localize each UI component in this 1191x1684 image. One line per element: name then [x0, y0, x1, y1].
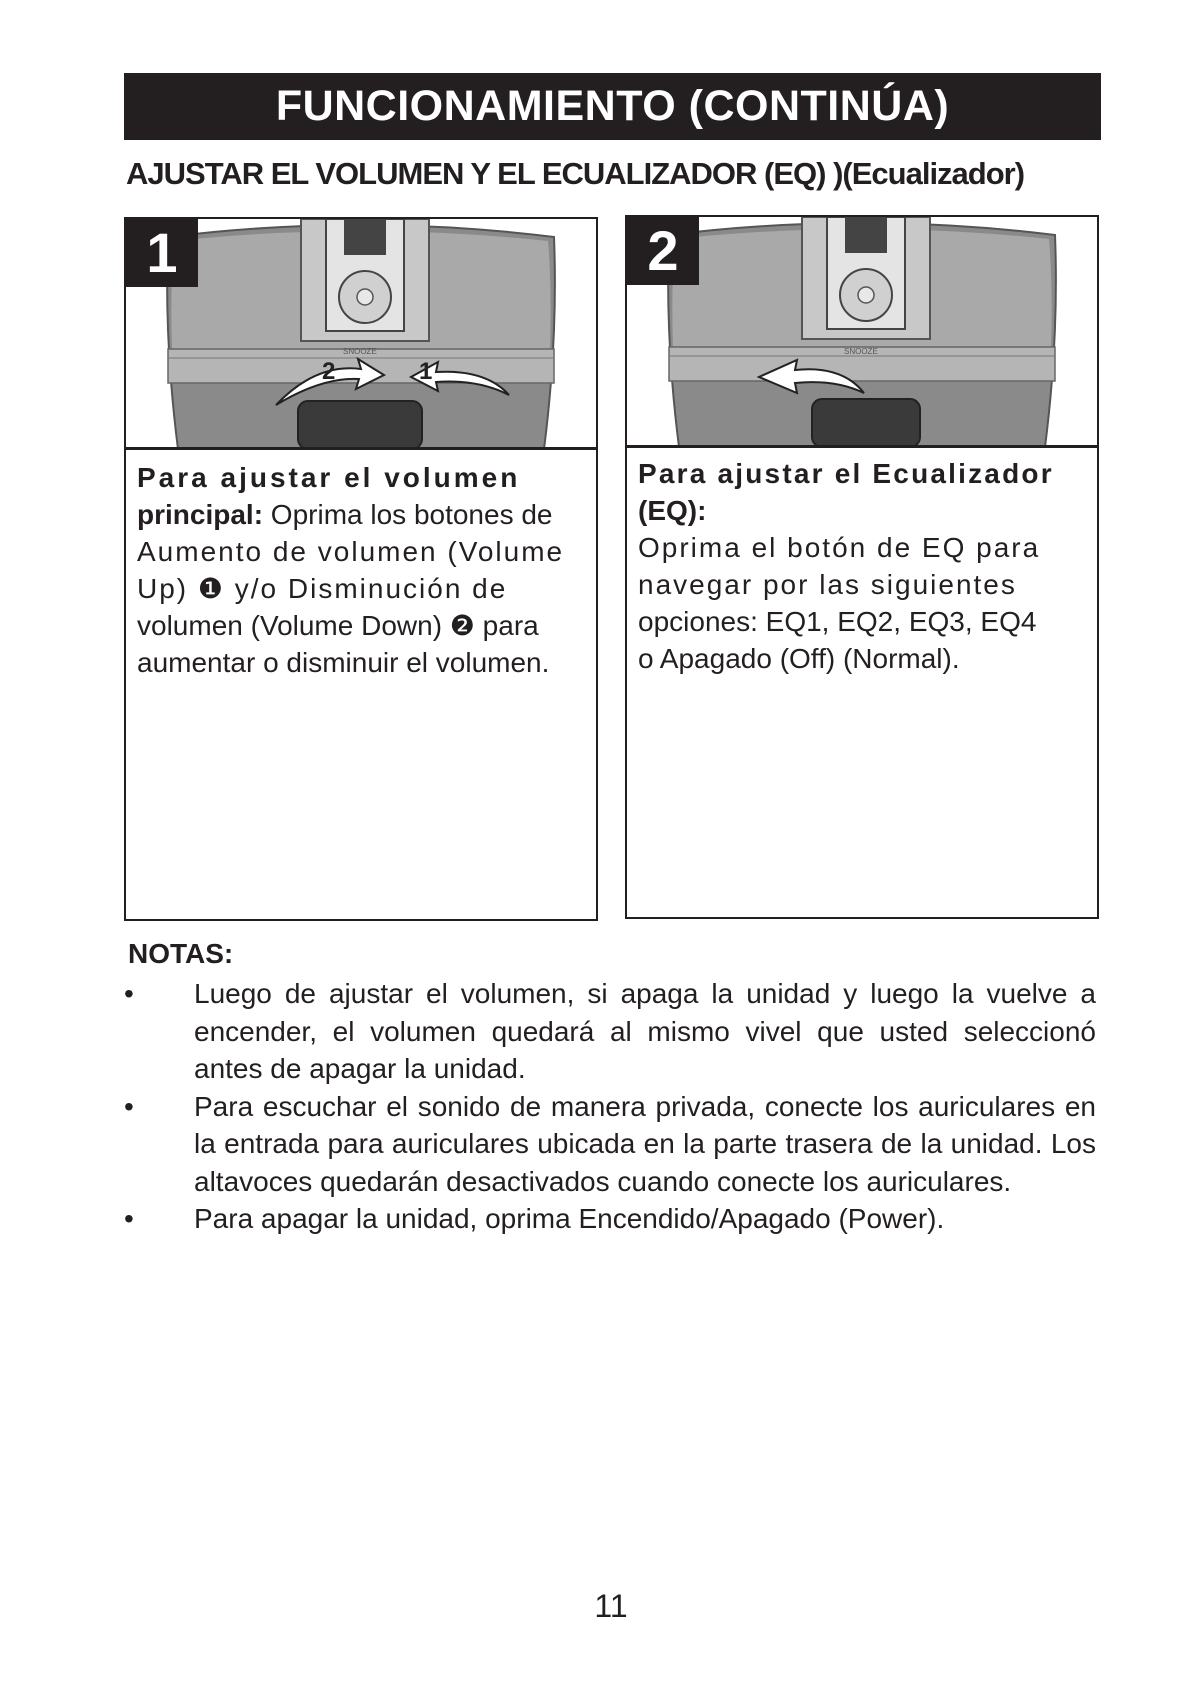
note-text: Para escuchar el sonido de manera privada, conecte los auriculares en la entrada para auriculares ubicada en la parte trasera de la unidad. Los altavoces quedarán desactivados cuando conecte los auriculares. [194, 1090, 1096, 1197]
bullet-icon: • [124, 1203, 134, 1234]
notes-title: NOTAS: [128, 938, 234, 969]
step-2-instructions [638, 455, 1090, 677]
step-2-heading: Para ajustar el Ecualizador [638, 458, 1054, 489]
bullet-icon: • [124, 978, 134, 1009]
note-item [124, 1088, 1096, 1201]
step-2-line-2: navegar por las siguientes [638, 569, 1017, 600]
panel-divider [627, 445, 1097, 448]
step-panel-1 [124, 217, 598, 921]
section-banner: FUNCIONAMIENTO (CONTINÚA) [124, 73, 1101, 140]
note-text: Luego de ajustar el volumen, si apaga la unidad y luego la vuelve a encender, el volumen quedará al mismo vivel que usted seleccionó antes de apagar la unidad. [194, 978, 1096, 1084]
section-subtitle: AJUSTAR EL VOLUMEN Y EL ECUALIZADOR (EQ) )(Ecualizador) [126, 156, 1025, 191]
step-number-2: 2 [627, 217, 699, 285]
notes-list [124, 975, 1096, 1238]
note-text: Para apagar la unidad, oprima Encendido/Apagado (Power). [194, 1203, 945, 1234]
step-1-line-2: Aumento de volumen (Volume [137, 536, 565, 567]
bullet-icon: • [124, 1090, 134, 1122]
step-1-line-3: Up) ❶ y/o Disminución de [137, 573, 508, 604]
snooze-label: SNOOZE [844, 347, 878, 356]
step-2-line-4: o Apagado (Off) (Normal). [638, 643, 960, 674]
step-panel-2 [625, 215, 1099, 919]
step-1-line-4: volumen (Volume Down) ❷ para [137, 610, 539, 641]
step-1-instructions [137, 459, 589, 681]
step-1-heading-cont: principal: [137, 499, 264, 530]
step-2-heading-cont: (EQ): [638, 495, 707, 526]
step-2-line-1: Oprima el botón de EQ para [638, 532, 1041, 563]
step-number-1: 1 [126, 219, 198, 287]
note-item [124, 1200, 1096, 1238]
step-1-heading: Para ajustar el volumen [137, 462, 521, 493]
page-number: 11 [594, 1588, 628, 1624]
step-1-line-5: aumentar o disminuir el volumen. [137, 647, 550, 678]
callout-volume-up: 1 [419, 358, 433, 385]
snooze-label: SNOOZE [343, 347, 377, 356]
step-1-line-1: Oprima los botones de [263, 499, 553, 530]
panel-divider [126, 447, 596, 450]
step-2-line-3: opciones: EQ1, EQ2, EQ3, EQ4 [638, 606, 1037, 637]
callout-volume-down: 2 [322, 358, 336, 385]
note-item [124, 975, 1096, 1088]
